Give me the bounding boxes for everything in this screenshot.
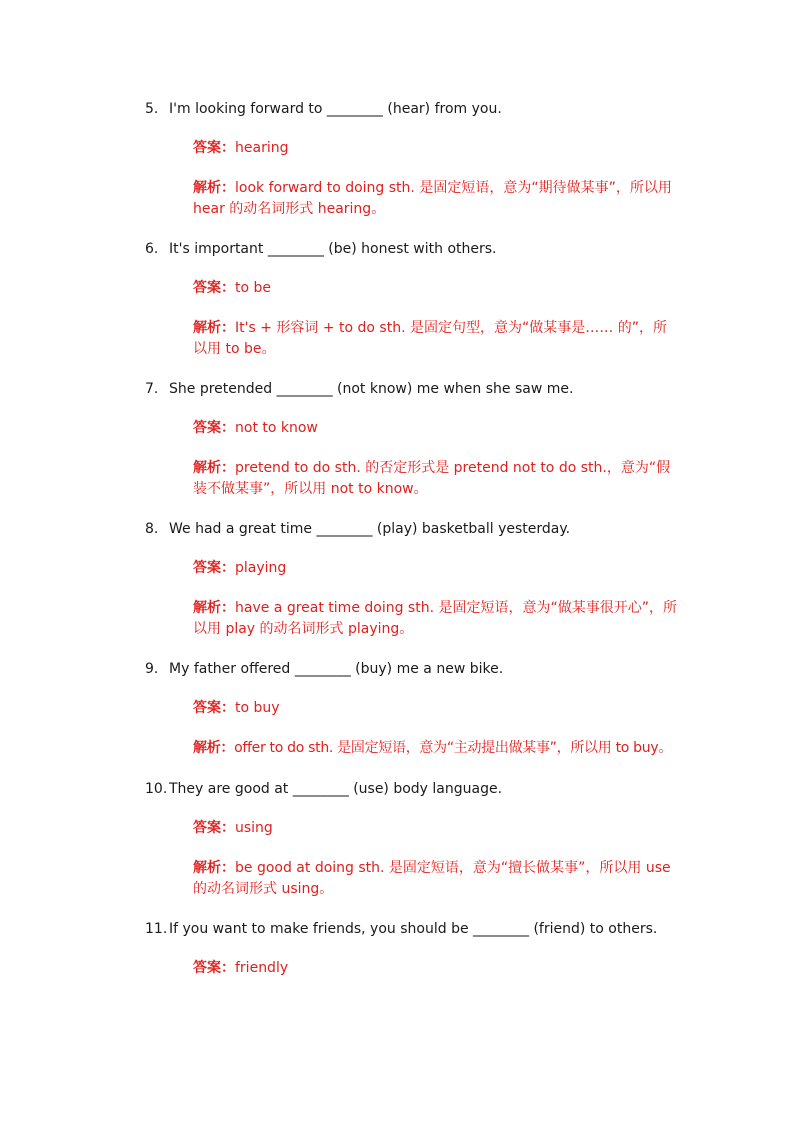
question-number: 10. xyxy=(145,781,168,797)
explanation-7 xyxy=(193,458,683,500)
question-text: We had a great time ________ (play) basketball yesterday. xyxy=(169,521,571,537)
question-text: I'm looking forward to ________ (hear) from you. xyxy=(169,101,502,117)
explanation-line-1: offer to do sth. 是固定短语，意为“主动提出做某事”，所以用 to buy。 xyxy=(234,740,673,756)
answer-11 xyxy=(193,958,683,979)
question-text: They are good at ________ (use) body language. xyxy=(169,781,503,797)
answer-text: friendly xyxy=(235,960,289,976)
question-8 xyxy=(145,519,705,539)
answer-text: playing xyxy=(235,560,287,576)
explanation-10 xyxy=(193,858,683,900)
answer-text: to buy xyxy=(235,700,280,716)
explanation-line-1: have a great time doing sth. 是固定短语，意为“做某事很开心”，所 xyxy=(235,600,677,616)
question-text: She pretended ________ (not know) me when she saw me. xyxy=(169,381,574,397)
question-6 xyxy=(145,239,705,259)
question-number: 9. xyxy=(145,661,159,677)
answer-text: not to know xyxy=(235,420,318,436)
explanation-6 xyxy=(193,318,683,360)
explanation-line-1: look forward to doing sth. 是固定短语，意为“期待做某事”，所以用 xyxy=(235,180,672,196)
explanation-line-2: 以用 to be。 xyxy=(193,341,276,357)
answer-label: 答案： xyxy=(193,560,235,576)
explanation-line-2: 装不做某事”，所以用 not to know。 xyxy=(193,481,428,497)
answer-8 xyxy=(193,558,683,579)
explanation-line-2: 以用 play 的动名词形式 playing。 xyxy=(193,621,414,637)
answer-label: 答案： xyxy=(193,280,235,296)
answer-label: 答案： xyxy=(193,140,235,156)
explanation-label: 解析： xyxy=(193,320,235,336)
question-text: It's important ________ (be) honest with others. xyxy=(169,241,497,257)
question-text: If you want to make friends, you should be ________ (friend) to others. xyxy=(169,921,658,937)
explanation-9 xyxy=(193,738,683,759)
question-number: 11. xyxy=(145,921,168,937)
question-number: 6. xyxy=(145,241,159,257)
question-number: 5. xyxy=(145,101,159,117)
question-7 xyxy=(145,379,705,399)
answer-label: 答案： xyxy=(193,820,235,836)
explanation-line-2: hear 的动名词形式 hearing。 xyxy=(193,201,386,217)
question-number: 8. xyxy=(145,521,159,537)
answer-text: to be xyxy=(235,280,272,296)
question-9 xyxy=(145,659,705,679)
explanation-line-1: It's + 形容词 + to do sth. 是固定句型，意为“做某事是…… 的”，所 xyxy=(235,320,667,336)
answer-text: using xyxy=(235,820,273,836)
answer-5 xyxy=(193,138,683,159)
explanation-line-2: 的动名词形式 using。 xyxy=(193,881,334,897)
answer-10 xyxy=(193,818,683,839)
question-11 xyxy=(145,919,705,939)
answer-label: 答案： xyxy=(193,960,235,976)
answer-7 xyxy=(193,418,683,439)
question-number: 7. xyxy=(145,381,159,397)
explanation-5 xyxy=(193,178,683,220)
answer-6 xyxy=(193,278,683,299)
answer-9 xyxy=(193,698,683,719)
answer-text: hearing xyxy=(235,140,289,156)
explanation-label: 解析： xyxy=(193,180,235,196)
explanation-label: 解析： xyxy=(193,860,235,876)
question-text: My father offered ________ (buy) me a new bike. xyxy=(169,661,504,677)
explanation-8 xyxy=(193,598,683,640)
explanation-label: 解析： xyxy=(193,460,235,476)
explanation-label: 解析： xyxy=(193,740,235,756)
explanation-line-1: be good at doing sth. 是固定短语，意为“擅长做某事”，所以用 use xyxy=(235,860,671,876)
answer-label: 答案： xyxy=(193,700,235,716)
question-10 xyxy=(145,779,705,799)
explanation-label: 解析： xyxy=(193,600,235,616)
explanation-line-1: pretend to do sth. 的否定形式是 pretend not to do sth.，意为“假 xyxy=(235,460,671,476)
answer-label: 答案： xyxy=(193,420,235,436)
question-5 xyxy=(145,99,705,119)
